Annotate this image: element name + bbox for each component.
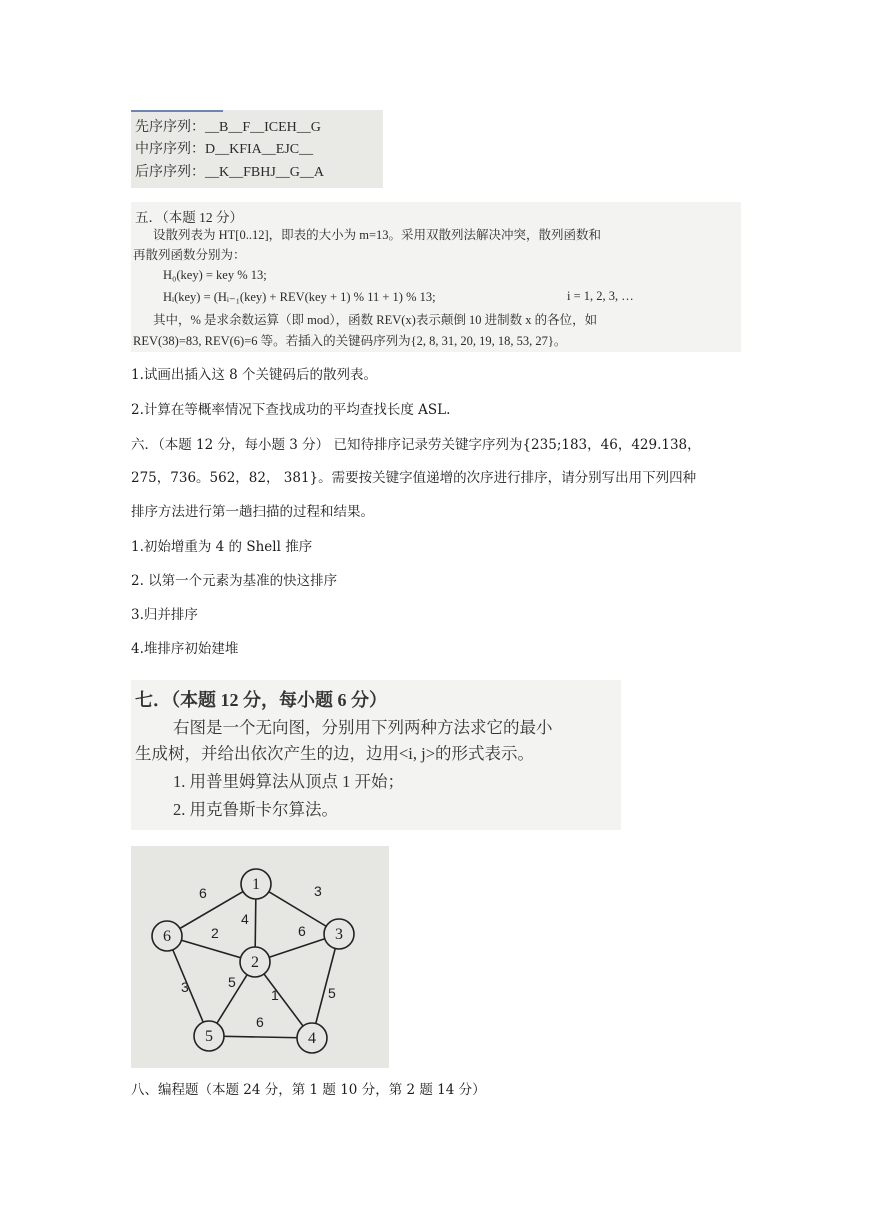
q6-line-1: 六．（本题 12 分，每小题 3 分） 已知待排序记录劳关键字序列为{235;183，46，429.138， — [131, 437, 701, 453]
q6-item-4: 4.堆排序初始建堆 — [131, 641, 239, 657]
q5-h0-formula: H₀(key) = key % 13; — [163, 268, 267, 282]
q6-item-2: 2. 以第一个元素为基准的快这排序 — [131, 573, 338, 589]
edge-weight-5-4: 6 — [256, 1014, 264, 1030]
q6-item-1: 1.初始增重为 4 的 Shell 推序 — [131, 539, 313, 555]
edge-weight-6-2: 2 — [211, 925, 219, 941]
graph-node-2 — [240, 947, 270, 977]
node-label: 6 — [163, 928, 171, 945]
postorder-sequence: 后序序列：__K__FBHJ__G__A — [135, 165, 325, 180]
edge-weight-3-4: 5 — [328, 985, 336, 1001]
scan-top-line — [131, 110, 223, 112]
q7-item-1: 1. 用普里姆算法从顶点 1 开始； — [173, 772, 404, 791]
edge-weight-1-6: 6 — [199, 885, 207, 901]
node-label: 3 — [335, 926, 343, 943]
graph-node-3 — [324, 919, 354, 949]
undirected-graph — [131, 846, 389, 1068]
q7-item-2: 2. 用克鲁斯卡尔算法。 — [173, 800, 338, 819]
q5-task-2: 2.计算在等概率情况下查找成功的平均查找长度 ASL. — [131, 402, 451, 418]
preorder-sequence: 先序序列：__B__F__ICEH__G — [135, 120, 321, 135]
traversal-sequences-scan — [131, 110, 383, 188]
q5-line-1: 设散列表为 HT[0..12]，即表的大小为 m=13。采用双散列法解决冲突，散列函数和 — [153, 228, 602, 242]
q7-heading: 七．（本题 12 分，每小题 6 分） — [135, 690, 387, 710]
q8-heading: 八、编程题（本题 24 分，第 1 题 10 分，第 2 题 14 分） — [131, 1082, 486, 1098]
q7-line-2: 生成树，并给出依次产生的边，边用<i, j>的形式表示。 — [135, 744, 535, 763]
node-label: 1 — [252, 876, 260, 893]
edge-weight-2-5: 5 — [228, 974, 236, 990]
edge-weight-6-5: 3 — [181, 979, 189, 995]
question-7-scan — [131, 680, 621, 830]
q6-item-3: 3.归并排序 — [131, 607, 198, 623]
q5-task-1: 1.试画出插入这 8 个关键码后的散列表。 — [131, 367, 378, 383]
q5-line-4: REV(38)=83, REV(6)=6 等。若插入的关键码序列为{2, 8, 31, 20, 19, 18, 53, 27}。 — [133, 334, 567, 348]
graph-node-6 — [152, 921, 182, 951]
inorder-sequence: 中序序列：D__KFIA__EJC__ — [135, 142, 314, 157]
q5-line-3: 其中，% 是求余数运算（即 mod），函数 REV(x)表示颠倒 10 进制数 x 的各位，如 — [153, 313, 598, 327]
q7-line-1: 右图是一个无向图，分别用下列两种方法求它的最小 — [173, 718, 553, 737]
graph-node-1 — [241, 869, 271, 899]
q5-hi-range: i = 1, 2, 3, … — [567, 289, 634, 303]
node-label: 2 — [251, 954, 259, 971]
edge-weight-1-3: 3 — [314, 883, 322, 899]
graph-node-4 — [297, 1023, 327, 1053]
node-label: 4 — [308, 1030, 316, 1047]
edge-weight-1-2: 4 — [241, 911, 249, 927]
graph-figure — [131, 846, 389, 1068]
node-label: 5 — [205, 1028, 213, 1045]
q6-line-3: 排序方法进行第一趟扫描的过程和结果。 — [131, 504, 374, 520]
q5-line-2: 再散列函数分别为： — [133, 248, 246, 262]
question-5-scan — [131, 202, 741, 352]
edge-weight-2-3: 6 — [298, 923, 306, 939]
q6-line-2: 275，736。562，82， 381}。需要按关键字值递增的次序进行排序，请分别写出用下列四种 — [131, 470, 697, 486]
edge-weight-2-4: 1 — [271, 987, 279, 1003]
graph-node-5 — [194, 1021, 224, 1051]
q5-hi-formula: Hᵢ(key) = (Hᵢ₋₁(key) + REV(key + 1) % 11 + 1) % 13; — [163, 290, 436, 304]
q5-heading: 五．（本题 12 分） — [135, 210, 243, 225]
